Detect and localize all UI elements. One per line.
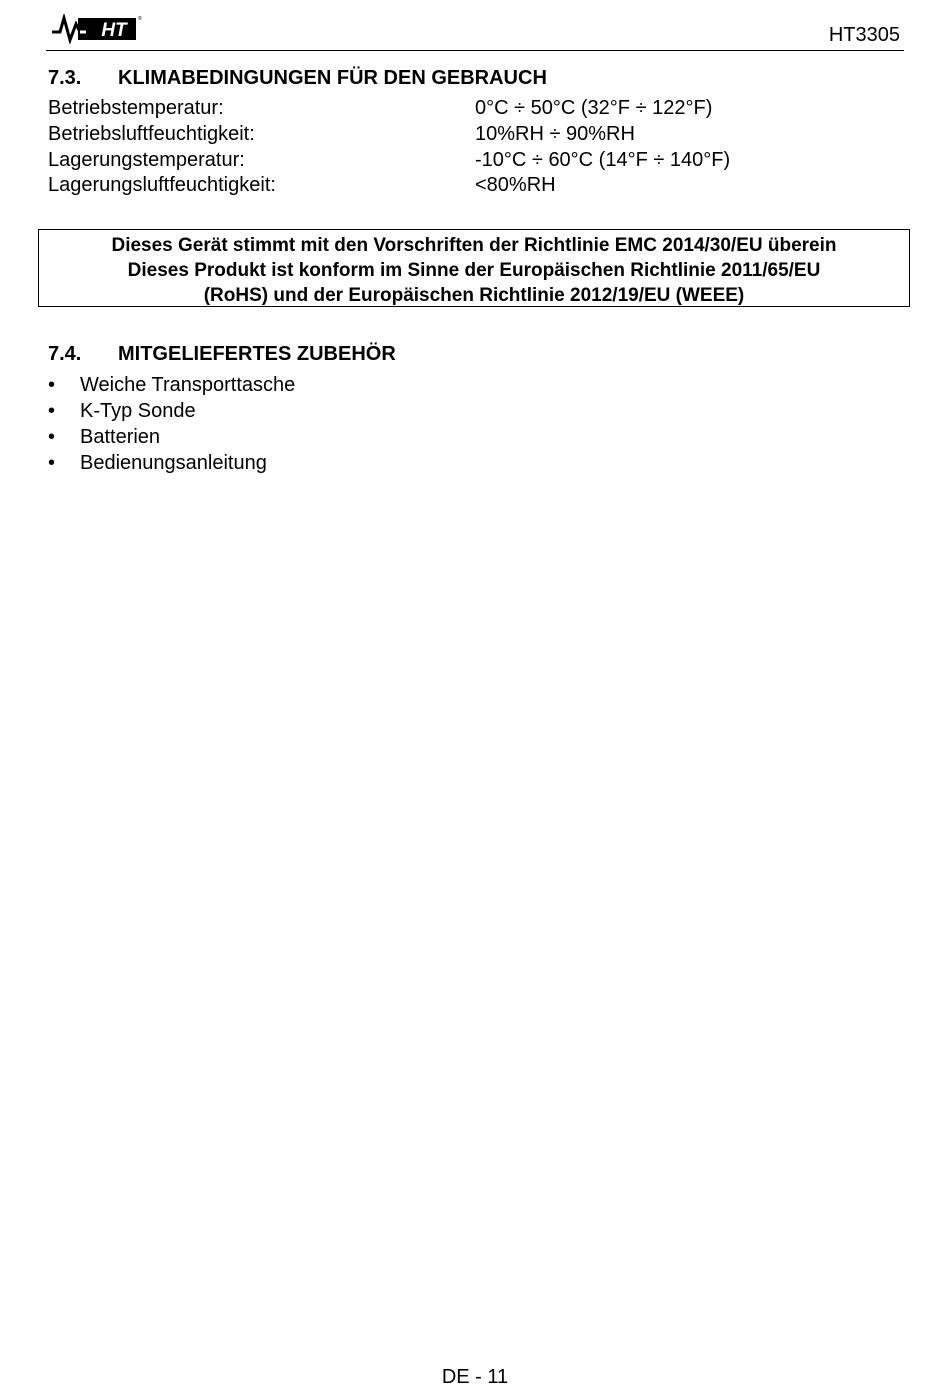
- logo-text: HT: [101, 20, 127, 41]
- bullet: •: [48, 426, 56, 448]
- ht-logo: [50, 14, 142, 44]
- conformity-notice-box: [38, 229, 910, 307]
- list-item-text: Bedienungsanleitung: [80, 452, 267, 474]
- notice-line: Dieses Gerät stimmt mit den Vorschriften der Richtlinie EMC 2014/30/EU überein: [111, 235, 837, 256]
- spec-label: Lagerungstemperatur:: [48, 149, 245, 171]
- spec-value: -10°C ÷ 60°C (14°F ÷ 140°F): [475, 149, 731, 171]
- list-item-text: K-Typ Sonde: [80, 400, 196, 422]
- spec-value: 0°C ÷ 50°C (32°F ÷ 122°F): [475, 97, 713, 119]
- notice-line: Dieses Produkt ist konform im Sinne der Europäischen Richtlinie 2011/65/EU: [127, 260, 821, 281]
- spec-row: [48, 97, 908, 123]
- spec-row: [48, 174, 908, 200]
- section-number: 7.3.: [48, 67, 82, 89]
- bullet: •: [48, 400, 56, 422]
- list-item: [48, 424, 295, 450]
- spec-label: Lagerungsluftfeuchtigkeit:: [48, 174, 276, 196]
- list-item: [48, 398, 295, 424]
- section-heading-7-4: [48, 343, 396, 366]
- list-item: [48, 372, 295, 398]
- section-title: MITGELIEFERTES ZUBEHÖR: [118, 343, 396, 365]
- bullet: •: [48, 374, 56, 396]
- bullet: •: [48, 452, 56, 474]
- spec-row: [48, 149, 908, 175]
- spec-value: <80%RH: [475, 174, 556, 196]
- section-title: KLIMABEDINGUNGEN FÜR DEN GEBRAUCH: [118, 67, 547, 89]
- section-number: 7.4.: [48, 343, 82, 365]
- model-name: HT3305: [828, 24, 900, 46]
- list-item-text: Weiche Transporttasche: [80, 374, 296, 396]
- svg-text:®: ®: [138, 16, 142, 22]
- section-heading-7-3: [48, 67, 547, 90]
- page-header: [46, 14, 904, 51]
- spec-value: 10%RH ÷ 90%RH: [475, 123, 635, 145]
- list-item: [48, 450, 295, 476]
- spec-label: Betriebsluftfeuchtigkeit:: [48, 123, 255, 145]
- spec-label: Betriebstemperatur:: [48, 97, 224, 119]
- notice-line: (RoHS) und der Europäischen Richtlinie 2012/19/EU (WEEE): [203, 285, 745, 306]
- page-number: DE - 11: [441, 1366, 509, 1388]
- list-item-text: Batterien: [80, 426, 161, 448]
- accessory-list: [48, 372, 295, 476]
- spec-row: [48, 123, 908, 149]
